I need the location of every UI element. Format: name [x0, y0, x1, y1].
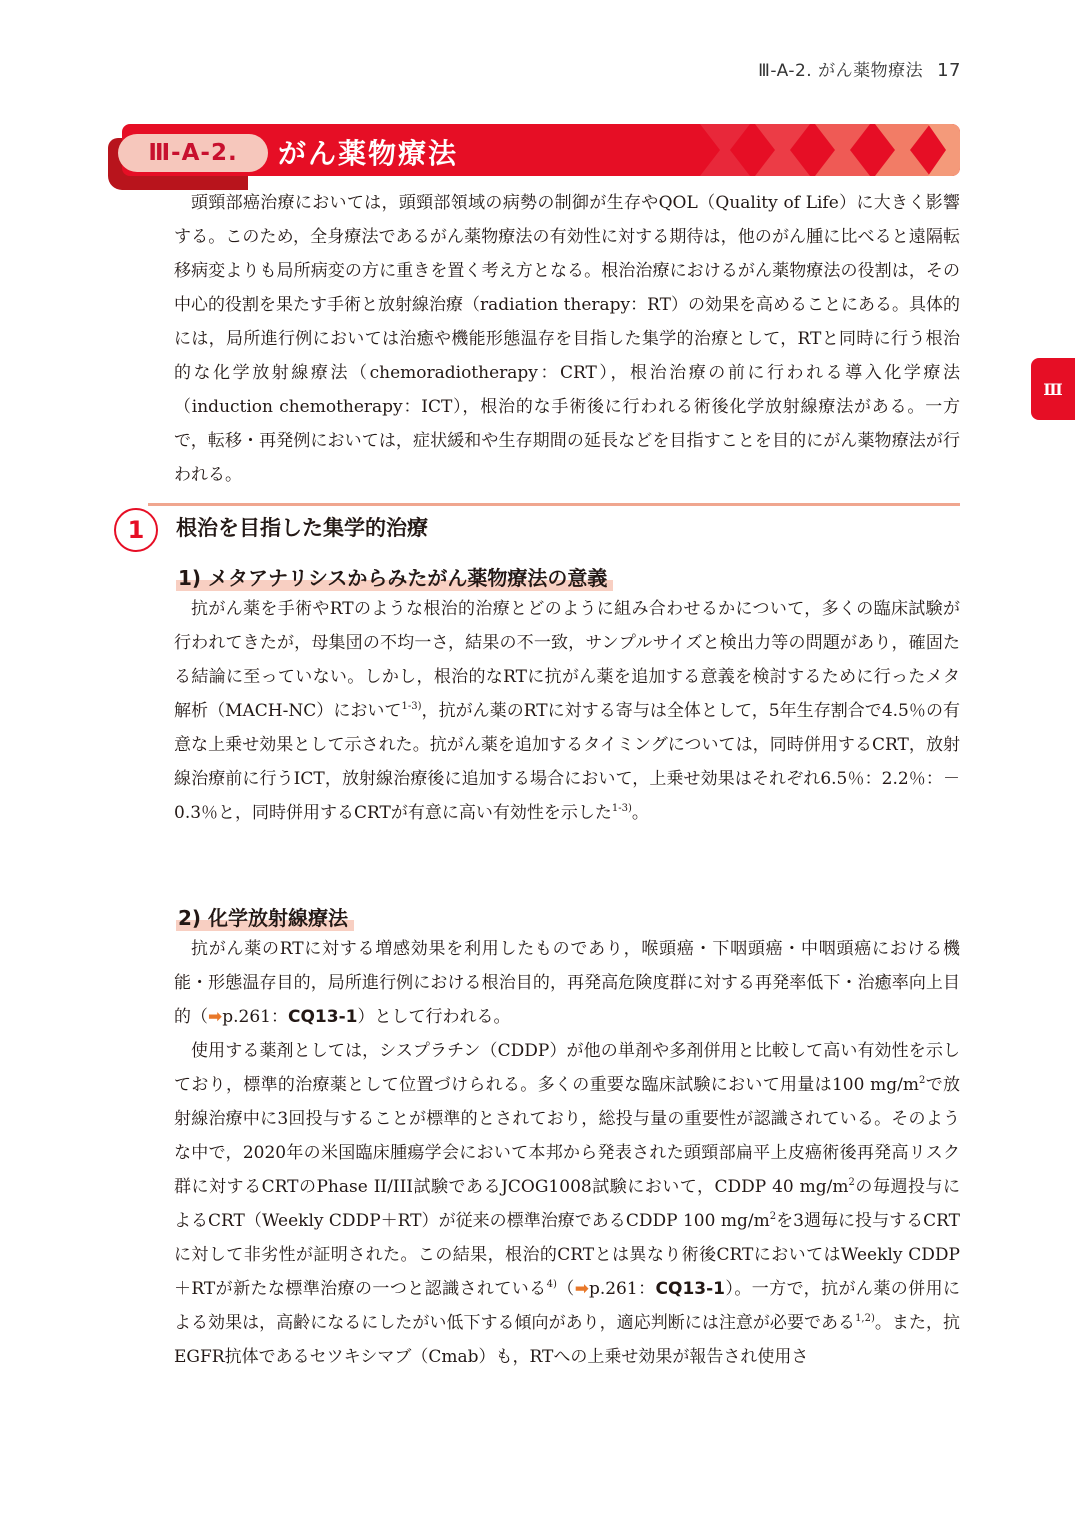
text: 。また，抗EGFR抗体であるセツキシマブ（Cmab）も，RTへの上乗せ効果が報告され使用さ	[174, 1313, 961, 1367]
citation: 1-3)	[401, 701, 422, 712]
citation: 4)	[546, 1279, 557, 1290]
text: 。	[631, 803, 649, 823]
crt-paragraph-2	[174, 1034, 960, 1374]
page-number: 17	[937, 60, 961, 81]
chapter-banner	[108, 124, 960, 176]
page-reference[interactable]: p.261：	[588, 1279, 656, 1299]
right-arrow-icon: ➡	[208, 1007, 223, 1027]
text: を3週毎に投与するCRTに対して非劣性が証明された。この結果，根治的CRTとは異なり術後CRTにおいてはWeekly CDDP＋RTが新たな標準治療の一つと認識されている	[174, 1211, 960, 1299]
text: 抗がん薬を手術やRTのような根治的治療とどのように組み合わせるかについて，多くの臨床試験が行われてきたが，母集団の不均一さ，結果の不一致，サンプルサイズと検出力等の問題があり，確固たる結論に至っていない。しかし，根治的なRTに抗がん薬を追加する意義を検討するために行ったメタ解析（MACH-NC）において	[174, 599, 960, 721]
banner-section-label: Ⅲ-A-2.	[118, 134, 268, 172]
text: 使用する薬剤としては，シスプラチン（CDDP）が他の単剤や多剤併用と比較して高い有効性を示しており，標準的治療薬として位置づけられる。多くの重要な臨床試験において用量は100 mg/m	[174, 1041, 960, 1095]
banner-decoration	[660, 124, 960, 176]
superscript: 2	[919, 1075, 926, 1086]
text: の毎週投与によるCRT（Weekly CDDP＋RT）が従来の標準治療であるCDDP 100 mg/m	[174, 1177, 961, 1231]
text: ）として行われる。	[357, 1007, 511, 1027]
text: （	[556, 1279, 575, 1299]
text: 抗がん薬のRTに対する増感効果を利用したものであり，喉頭癌・下咽頭癌・中咽頭癌における機能・形態温存目的，局所進行例における根治目的，再発高危険度群に対する再発率低下・治癒率向上目的（	[174, 939, 960, 1027]
right-arrow-icon: ➡	[574, 1279, 589, 1299]
citation: 1,2)	[855, 1313, 875, 1324]
page-reference[interactable]: p.261：	[222, 1007, 288, 1027]
chapter-title: がん薬物療法	[278, 137, 459, 170]
cq-reference[interactable]: CQ13-1	[287, 1007, 358, 1027]
text: ，抗がん薬のRTに対する寄与は全体として，5年生存割合で4.5％の有意な上乗せ効果として示された。抗がん薬を追加するタイミングについては，同時併用するCRT，放射線治療前に行うICT，放射線治療後に追加する場合において，上乗せ効果はそれぞれ6.5％：2.2％：－0.3％と，同時併用するCRTが有意に高い有効性を示した	[174, 701, 960, 823]
subheading-chemoradiotherapy: 2) 化学放射線療法	[176, 902, 354, 931]
meta-analysis-paragraph	[174, 592, 960, 830]
intro-paragraph: 頭頸部癌治療においては，頭頸部領域の病勢の制御が生存やQOL（Quality of Life）に大きく影響する。このため，全身療法であるがん薬物療法の有効性に対する期待は，他のがん腫に比べると遠隔転移病変よりも局所病変の方に重きを置く考え方となる。根治治療におけるがん薬物療法の役割は，その中心的役割を果たす手術と放射線治療（radiation therapy：RT）の効果を高めることにある。具体的には，局所進行例においては治癒や機能形態温存を目指した集学的治療として，RTと同時に行う根治的な化学放射線療法（chemoradiotherapy：CRT），根治治療の前に行われる導入化学療法（induction chemotherapy：ICT），根治的な手術後に行われる術後化学放射線療法がある。一方で，転移・再発例においては，症状緩和や生存期間の延長などを目指すことを目的にがん薬物療法が行われる。	[174, 193, 960, 485]
cq-reference[interactable]: CQ13-1	[655, 1279, 726, 1299]
crt-paragraph-1	[174, 932, 960, 1034]
running-head	[758, 56, 961, 81]
text: ）。一方で，抗がん薬の併用による効果は，高齢になるにしたがい低下する傾向があり，適応判断には注意が必要である	[174, 1279, 961, 1333]
text: で放射線治療中に3回投与することが標準的とされており，総投与量の重要性が認識されている。そのような中で，2020年の米国臨床腫瘍学会において本邦から発表された頭頸部扁平上皮癌術後再発高リスク群に対するCRTのPhase II/III試験であるJCOG1008試験において，CDDP 40 mg/m	[174, 1075, 961, 1197]
superscript: 2	[848, 1177, 855, 1188]
subheading-meta-analysis: 1) メタアナリシスからみたがん薬物療法の意義	[176, 562, 613, 591]
section-rule	[148, 503, 960, 506]
section-title: 根治を目指した集学的治療	[176, 516, 428, 540]
side-thumb-tab: Ⅲ	[1031, 358, 1075, 420]
superscript: 2	[769, 1211, 777, 1222]
running-head-section: Ⅲ-A-2. がん薬物療法	[758, 61, 924, 81]
section-number-badge: 1	[114, 508, 158, 552]
citation: 1-3)	[611, 803, 632, 814]
